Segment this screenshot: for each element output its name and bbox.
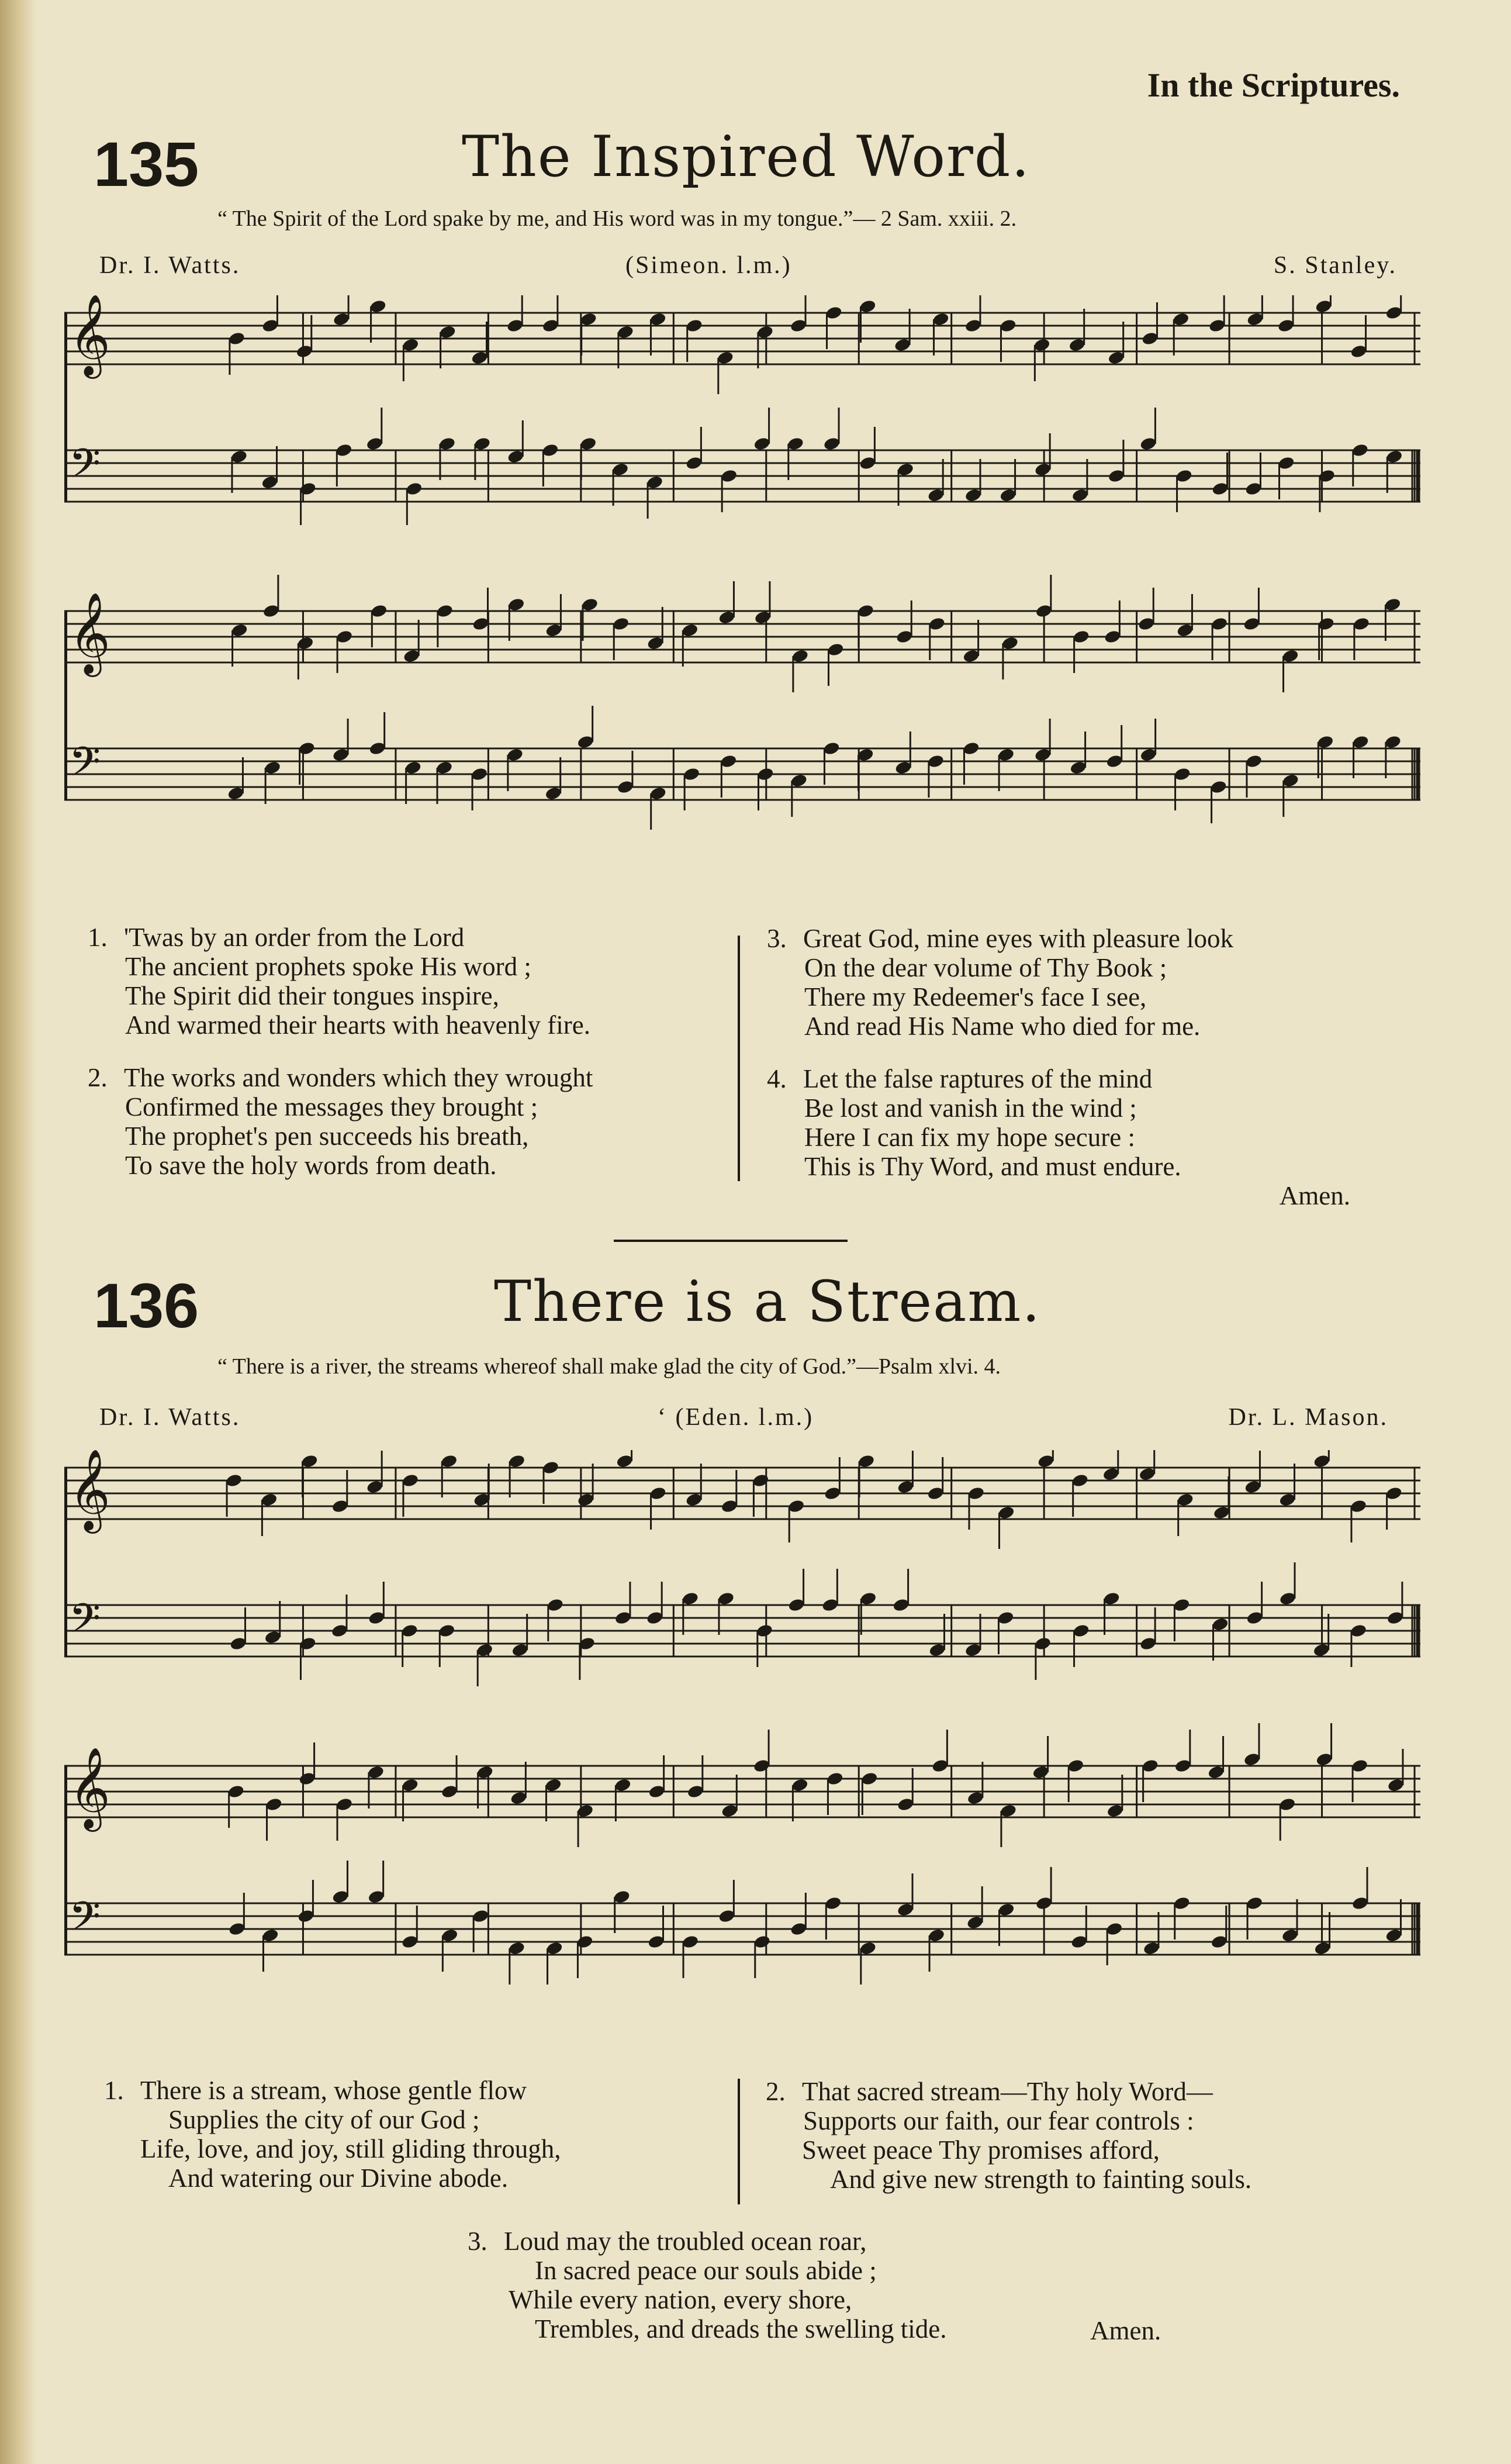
bass-clef-icon: 𝄢	[69, 440, 101, 497]
verse-number: 1.	[104, 2076, 124, 2105]
staff	[64, 295, 1420, 394]
verse-center	[468, 2227, 946, 2344]
verse-line: Sweet peace Thy promises afford,	[802, 2135, 1160, 2165]
verse-number: 2.	[88, 1063, 108, 1092]
verse-line: Be lost and vanish in the wind ;	[804, 1093, 1137, 1123]
verse-number: 3.	[767, 924, 787, 953]
verse-line: There is a stream, whose gentle flow	[140, 2076, 527, 2105]
verse-number: 3.	[468, 2227, 487, 2256]
column-separator	[738, 2079, 740, 2204]
verse-line: There my Redeemer's face I see,	[804, 982, 1147, 1012]
verse-line: Supports our faith, our fear controls :	[803, 2106, 1194, 2135]
hymn-number: 136	[94, 1270, 199, 1341]
staff	[64, 575, 1420, 692]
verse-line: And read His Name who died for me.	[804, 1012, 1201, 1041]
hymn-title: There is a Stream.	[494, 1269, 1041, 1334]
verse	[88, 923, 593, 1040]
amen: Amen.	[1279, 1181, 1350, 1210]
verse	[767, 924, 1350, 1041]
treble-clef-icon: 𝄞	[69, 295, 110, 375]
verse	[767, 1064, 1350, 1181]
verse-line: To save the holy words from death.	[125, 1151, 497, 1180]
verse-line: Great God, mine eyes with pleasure look	[803, 924, 1234, 953]
verse-number: 4.	[767, 1064, 787, 1093]
verse-line: Supplies the city of our God ;	[168, 2105, 480, 2134]
section-header: In the Scriptures.	[1147, 66, 1400, 104]
hymn-author: Dr. I. Watts.	[99, 252, 241, 279]
verse-line: Let the false raptures of the mind	[803, 1064, 1153, 1093]
hymn-epigraph: “ The Spirit of the Lord spake by me, and His word was in my tongue.”— 2 Sam. xxiii. 2.	[217, 206, 1017, 231]
verse-line: And give new strength to fainting souls.	[830, 2165, 1252, 2194]
treble-clef-icon: 𝄞	[69, 1450, 110, 1530]
amen: Amen.	[1090, 2316, 1161, 2345]
verse-line-text: Trembles, and dreads the swelling tide.	[535, 2314, 947, 2344]
verse-line: Here I can fix my hope secure :	[804, 1123, 1135, 1152]
verse-line: The Spirit did their tongues inspire,	[125, 981, 499, 1010]
verse-line: While every nation, every shore,	[509, 2285, 852, 2314]
hymn-tune: ‘ (Eden. l.m.)	[658, 1404, 814, 1431]
verse-line: Life, love, and joy, still gliding through,	[140, 2134, 561, 2163]
verse-line	[468, 2314, 946, 2344]
verse-line: 'Twas by an order from the Lord	[124, 923, 465, 952]
verse-column-left	[104, 2076, 561, 2193]
staff	[64, 706, 1420, 830]
verse-line: On the dear volume of Thy Book ;	[804, 953, 1167, 982]
column-separator	[738, 936, 740, 1181]
book-binding-edge	[0, 0, 36, 2464]
verse-line: In sacred peace our souls abide ;	[535, 2256, 877, 2285]
verse	[468, 2227, 946, 2344]
verse-column-left	[88, 923, 593, 1180]
verse-column-right	[767, 924, 1350, 1210]
score-svg	[64, 295, 1420, 903]
verse	[104, 2076, 561, 2193]
verse-number: 1.	[88, 923, 108, 952]
hymn-divider	[614, 1240, 848, 1242]
verse-line: And warmed their hearts with heavenly fire.	[125, 1010, 590, 1040]
hymn-author: Dr. I. Watts.	[99, 1404, 241, 1431]
bass-clef-icon: 𝄢	[69, 1595, 101, 1652]
bass-clef-icon: 𝄢	[69, 1893, 101, 1950]
verse-line: And watering our Divine abode.	[168, 2163, 509, 2193]
staff	[64, 1861, 1420, 1985]
hymn-number: 135	[94, 129, 199, 199]
staff	[64, 408, 1420, 525]
hymn-composer: S. Stanley.	[1273, 252, 1397, 279]
staff	[64, 1562, 1420, 1686]
verse-line: This is Thy Word, and must endure.	[804, 1152, 1181, 1181]
verse-line: The prophet's pen succeeds his breath,	[125, 1121, 529, 1151]
music-score	[64, 1450, 1420, 2058]
music-score	[64, 295, 1420, 903]
hymn-title: The Inspired Word.	[462, 124, 1031, 189]
verse-line: Loud may the troubled ocean roar,	[504, 2227, 867, 2256]
treble-clef-icon: 𝄞	[69, 1747, 110, 1828]
verse	[766, 2077, 1251, 2194]
verse-line: Confirmed the messages they brought ;	[125, 1092, 538, 1121]
hymn-tune: (Simeon. l.m.)	[625, 252, 792, 279]
verse	[88, 1063, 593, 1180]
verse-line: The works and wonders which they wrought	[124, 1063, 593, 1092]
score-svg	[64, 1450, 1420, 2058]
staff	[64, 1450, 1420, 1549]
verse-line: That sacred stream—Thy holy Word—	[802, 2077, 1213, 2106]
bass-clef-icon: 𝄢	[69, 738, 101, 795]
staff	[64, 1723, 1420, 1847]
hymn-composer: Dr. L. Mason.	[1228, 1404, 1388, 1431]
verse-line: The ancient prophets spoke His word ;	[125, 952, 531, 981]
verse-number: 2.	[766, 2077, 786, 2106]
treble-clef-icon: 𝄞	[69, 592, 110, 674]
verse-column-right	[766, 2077, 1251, 2194]
hymn-epigraph: “ There is a river, the streams whereof shall make glad the city of God.”—Psalm xlvi. 4.	[217, 1354, 1001, 1379]
